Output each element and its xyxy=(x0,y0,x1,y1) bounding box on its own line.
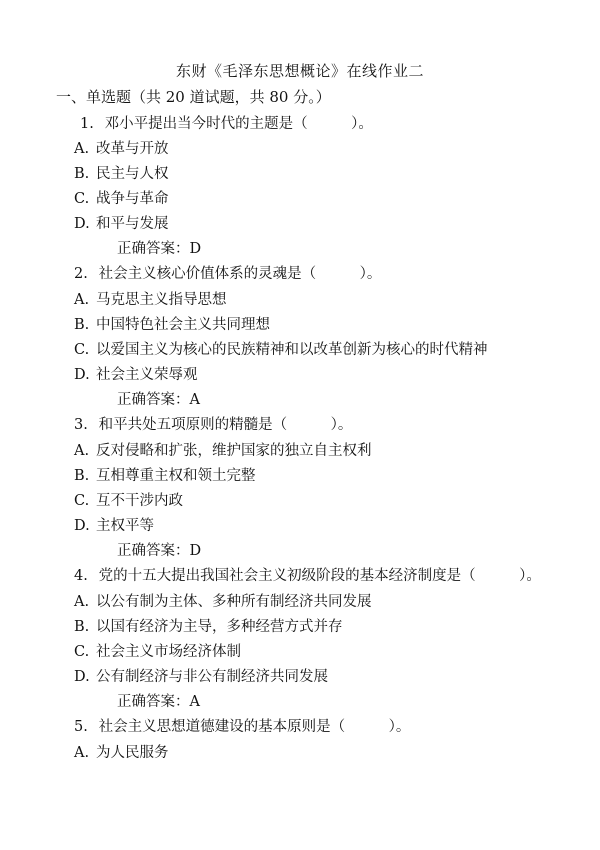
document-title: 东财《毛泽东思想概论》在线作业二 xyxy=(175,62,424,80)
option-letter: B. xyxy=(74,317,90,333)
option-letter: B. xyxy=(74,468,90,484)
answer-label: 正确答案： xyxy=(117,241,190,257)
option-letter: D. xyxy=(74,216,90,232)
question-text: 和平共处五项原则的精髓是（ ）。 xyxy=(98,417,353,433)
answer-1 xyxy=(117,237,201,258)
answer-value: A xyxy=(189,694,200,710)
option-letter: A. xyxy=(74,292,90,308)
answer-label: 正确答案： xyxy=(117,392,190,408)
option-letter: C. xyxy=(74,493,90,509)
question-2 xyxy=(74,262,381,283)
option-text: 和平与发展 xyxy=(96,216,169,232)
question-1 xyxy=(80,112,373,133)
option-text: 马克思主义指导思想 xyxy=(96,292,227,308)
option-letter: A. xyxy=(74,594,90,610)
option-text: 战争与革命 xyxy=(96,191,169,207)
answer-value: D xyxy=(189,241,202,257)
option-5a xyxy=(74,741,169,762)
answer-3 xyxy=(117,539,201,560)
option-text: 反对侵略和扩张，维护国家的独立自主权利 xyxy=(96,443,372,459)
option-letter: C. xyxy=(74,644,90,660)
question-text: 邓小平提出当今时代的主题是（ ）。 xyxy=(104,116,373,132)
question-3 xyxy=(74,413,352,434)
question-text: 党的十五大提出我国社会主义初级阶段的基本经济制度是（ ）。 xyxy=(98,568,541,584)
question-text: 社会主义核心价值体系的灵魂是（ ）。 xyxy=(98,266,382,282)
option-letter: A. xyxy=(74,443,90,459)
answer-label: 正确答案： xyxy=(117,694,190,710)
option-text: 公有制经济与非公有制经济共同发展 xyxy=(96,669,328,685)
option-text: 以爱国主义为核心的民族精神和以改革创新为核心的时代精神 xyxy=(96,342,488,358)
option-letter: A. xyxy=(74,141,90,157)
option-3a xyxy=(74,439,372,460)
option-letter: D. xyxy=(74,669,90,685)
option-3d xyxy=(74,514,154,535)
question-number: 1. xyxy=(80,116,94,132)
option-text: 互相尊重主权和领土完整 xyxy=(96,468,256,484)
option-1a xyxy=(74,137,169,158)
option-text: 改革与开放 xyxy=(96,141,169,157)
option-letter: A. xyxy=(74,745,90,761)
option-4c xyxy=(74,640,241,661)
question-4 xyxy=(74,564,541,585)
question-text: 社会主义思想道德建设的基本原则是（ ）。 xyxy=(98,719,411,735)
option-letter: D. xyxy=(74,518,90,534)
option-text: 以公有制为主体、多种所有制经济共同发展 xyxy=(96,594,372,610)
question-number: 4. xyxy=(74,568,88,584)
option-text: 以国有经济为主导，多种经营方式并存 xyxy=(96,619,343,635)
option-3b xyxy=(74,464,256,485)
option-text: 为人民服务 xyxy=(96,745,169,761)
question-number: 3. xyxy=(74,417,88,433)
answer-4 xyxy=(117,690,200,711)
option-letter: B. xyxy=(74,619,90,635)
option-4b xyxy=(74,615,343,636)
option-letter: B. xyxy=(74,166,90,182)
option-2d xyxy=(74,363,198,384)
question-number: 2. xyxy=(74,266,88,282)
section-heading: 一、单选题（共 20 道试题，共 80 分。） xyxy=(56,88,331,106)
option-text: 社会主义荣辱观 xyxy=(96,367,198,383)
option-text: 社会主义市场经济体制 xyxy=(96,644,241,660)
answer-value: D xyxy=(189,543,202,559)
question-number: 5. xyxy=(74,719,88,735)
option-3c xyxy=(74,489,183,510)
option-2b xyxy=(74,313,270,334)
option-1d xyxy=(74,212,169,233)
option-4a xyxy=(74,590,372,611)
option-letter: C. xyxy=(74,342,90,358)
option-text: 民主与人权 xyxy=(96,166,169,182)
option-1b xyxy=(74,162,169,183)
option-4d xyxy=(74,665,328,686)
answer-value: A xyxy=(189,392,200,408)
option-text: 主权平等 xyxy=(96,518,154,534)
answer-label: 正确答案： xyxy=(117,543,190,559)
option-text: 中国特色社会主义共同理想 xyxy=(96,317,270,333)
question-5 xyxy=(74,715,410,736)
option-1c xyxy=(74,187,169,208)
option-letter: C. xyxy=(74,191,90,207)
answer-2 xyxy=(117,388,200,409)
option-2a xyxy=(74,288,227,309)
option-2c xyxy=(74,338,488,359)
option-text: 互不干涉内政 xyxy=(96,493,183,509)
option-letter: D. xyxy=(74,367,90,383)
